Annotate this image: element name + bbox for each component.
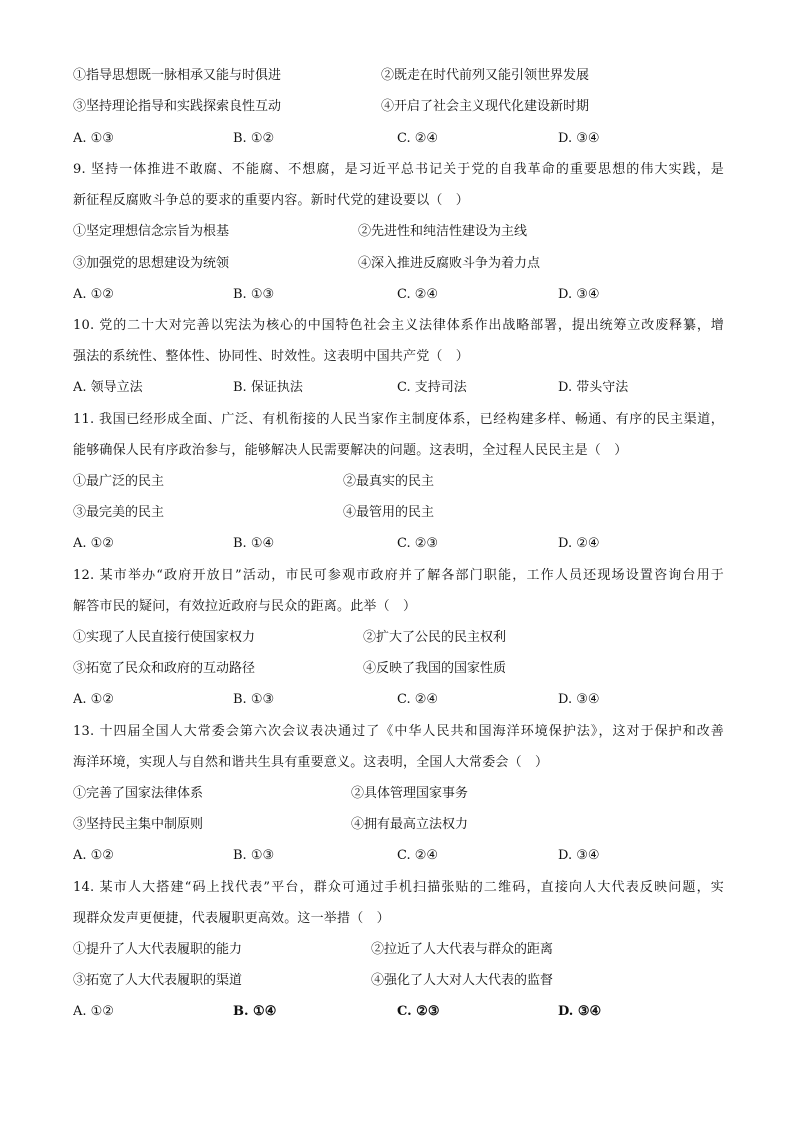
q9-choices	[73, 285, 724, 305]
q8-choice-a: A. ①③	[73, 131, 114, 146]
q12-item-4: ④反映了我国的国家性质	[363, 661, 507, 676]
q13-item-4: ④拥有最高立法权力	[351, 817, 469, 832]
q10-choice-a: A. 领导立法	[73, 380, 143, 395]
q9-choice-d: D. ③④	[558, 287, 600, 302]
q11-items-row-1	[73, 472, 724, 492]
q14-item-4: ④强化了人大对人大代表的监督	[371, 973, 554, 988]
q9-item-1: ①坚定理想信念宗旨为根基	[73, 224, 230, 239]
q8-choice-d: D. ③④	[558, 131, 600, 146]
q10-choice-c: C. 支持司法	[397, 380, 467, 395]
q9-item-2: ②先进性和纯洁性建设为主线	[358, 224, 528, 239]
q12-items-row-1	[73, 628, 724, 648]
q9-choice-b: B. ①③	[233, 287, 275, 302]
q14-choices	[73, 1002, 724, 1022]
q13-items-row-1	[73, 784, 724, 804]
q10-stem-line-2: 强法的系统性、整体性、协同性、时效性。这表明中国共产党（ ）	[73, 349, 470, 364]
q9-choice-a: A. ①②	[73, 287, 114, 302]
q13-choice-d: D. ③④	[558, 848, 600, 863]
q13-choices	[73, 846, 724, 866]
q10-choices	[73, 378, 724, 398]
q10-stem-line-1: 10. 党的二十大对完善以宪法为核心的中国特色社会主义法律体系作出战略部署，提出统筹立改废释纂，增	[73, 318, 724, 333]
q12-item-1: ①实现了人民直接行使国家权力	[73, 630, 256, 645]
q14-stem-line-2: 现群众发声更便捷，代表履职更高效。这一举措（ ）	[73, 911, 390, 926]
q13-choice-c: C. ②④	[397, 848, 439, 863]
q12-stem-line-1: 12. 某市举办“政府开放日”活动，市民可参观市政府并了解各部门职能，工作人员还现场设置咨询台用于	[73, 568, 724, 583]
q11-choice-b: B. ①④	[233, 536, 275, 551]
q11-stem-line-2: 能够确保人民有序政治参与，能够解决人民需要解决的问题。这表明，全过程人民民主是（ ）	[73, 443, 628, 458]
q12-item-3: ③拓宽了民众和政府的互动路径	[73, 661, 256, 676]
q10-choice-d: D. 带头守法	[558, 380, 629, 395]
q8-items-row-2	[73, 97, 724, 117]
q13-stem-line-1: 13. 十四届全国人大常委会第六次会议表决通过了《中华人民共和国海洋环境保护法》，这对于保护和改善	[73, 724, 724, 739]
q11-item-1: ①最广泛的民主	[73, 474, 165, 489]
q8-choices	[73, 129, 724, 149]
q8-item-2: ②既走在时代前列又能引领世界发展	[381, 68, 590, 83]
q12-items-row-2	[73, 659, 724, 679]
q12-choice-b: B. ①③	[233, 692, 275, 707]
q9-stem-line-2: 新征程反腐败斗争总的要求的重要内容。新时代党的建设要以（ ）	[73, 193, 470, 208]
q14-items-row-1	[73, 940, 724, 960]
q10-choice-b: B. 保证执法	[233, 380, 303, 395]
q14-choice-c: C. ②③	[397, 1004, 440, 1019]
q12-choice-c: C. ②④	[397, 692, 439, 707]
q12-choices	[73, 690, 724, 710]
q11-choice-d: D. ②④	[558, 536, 600, 551]
q14-stem-line-1: 14. 某市人大搭建“码上找代表”平台，群众可通过手机扫描张贴的二维码，直接向人大代表反映问题，实	[73, 880, 724, 895]
q14-choice-d: D. ③④	[558, 1004, 602, 1019]
q11-item-2: ②最真实的民主	[343, 474, 435, 489]
q11-item-4: ④最管用的民主	[343, 505, 435, 520]
q14-choice-a: A. ①②	[73, 1004, 114, 1019]
q13-item-2: ②具体管理国家事务	[351, 786, 469, 801]
q13-choice-a: A. ①②	[73, 848, 114, 863]
q9-stem-line-1: 9. 坚持一体推进不敢腐、不能腐、不想腐，是习近平总书记关于党的自我革命的重要思想的伟大实践，是	[73, 162, 724, 177]
q8-item-4: ④开启了社会主义现代化建设新时期	[381, 99, 590, 114]
q9-choice-c: C. ②④	[397, 287, 439, 302]
q13-stem-line-2: 海洋环境，实现人与自然和谐共生具有重要意义。这表明，全国人大常委会（ ）	[73, 755, 549, 770]
q11-items-row-2	[73, 503, 724, 523]
q12-choice-a: A. ①②	[73, 692, 114, 707]
q14-choice-b: B. ①④	[233, 1004, 277, 1019]
q12-choice-d: D. ③④	[558, 692, 600, 707]
q9-items-row-2	[73, 254, 724, 274]
q8-item-1: ①指导思想既一脉相承又能与时俱进	[73, 68, 282, 83]
q8-choice-b: B. ①②	[233, 131, 275, 146]
q9-item-3: ③加强党的思想建设为统领	[73, 256, 230, 271]
q13-item-1: ①完善了国家法律体系	[73, 786, 204, 801]
q11-choice-a: A. ①②	[73, 536, 114, 551]
q14-items-row-2	[73, 971, 724, 991]
q14-item-3: ③拓宽了人大代表履职的渠道	[73, 973, 243, 988]
q8-items-row-1	[73, 66, 724, 86]
q8-item-3: ③坚持理论指导和实践探索良性互动	[73, 99, 282, 114]
q14-item-2: ②拉近了人大代表与群众的距离	[371, 942, 554, 957]
q13-items-row-2	[73, 815, 724, 835]
q13-item-3: ③坚持民主集中制原则	[73, 817, 204, 832]
q12-item-2: ②扩大了公民的民主权利	[363, 630, 507, 645]
q13-choice-b: B. ①③	[233, 848, 275, 863]
q11-item-3: ③最完美的民主	[73, 505, 165, 520]
q9-item-4: ④深入推进反腐败斗争为着力点	[358, 256, 541, 271]
q9-items-row-1	[73, 222, 724, 242]
q14-item-1: ①提升了人大代表履职的能力	[73, 942, 243, 957]
q11-choices	[73, 534, 724, 554]
q8-choice-c: C. ②④	[397, 131, 439, 146]
q11-choice-c: C. ②③	[397, 536, 439, 551]
q11-stem-line-1: 11. 我国已经形成全面、广泛、有机衔接的人民当家作主制度体系，已经构建多样、畅通、有序的民主渠道，	[73, 412, 724, 427]
q12-stem-line-2: 解答市民的疑问，有效拉近政府与民众的距离。此举（ ）	[73, 599, 417, 614]
